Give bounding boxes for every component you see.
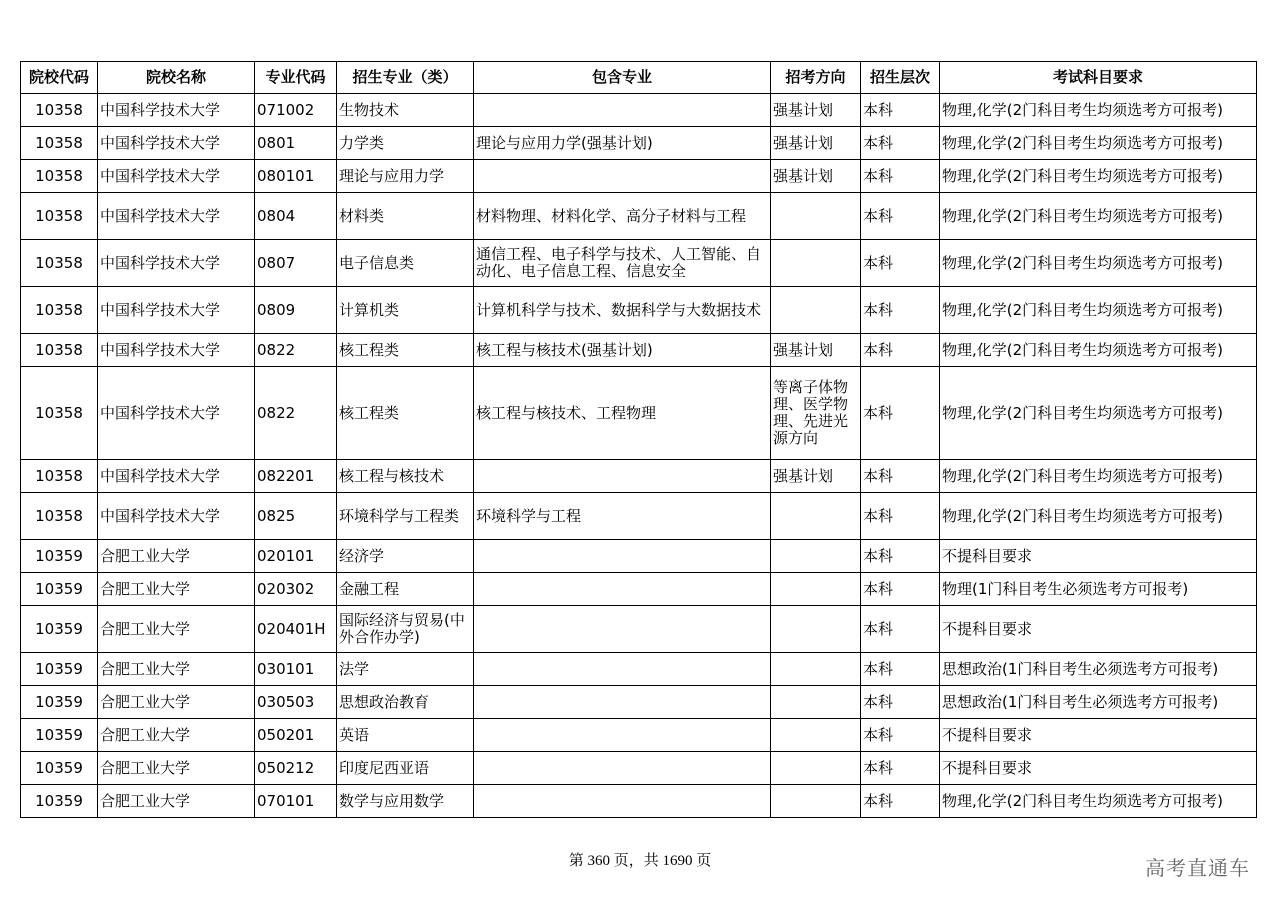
cell-school-name: 中国科学技术大学	[98, 287, 255, 334]
table-row	[21, 686, 1257, 719]
header-direction: 招考方向	[771, 62, 861, 94]
table-row	[21, 94, 1257, 127]
cell-major-code: 020401H	[255, 606, 337, 653]
cell-major: 环境科学与工程类	[337, 493, 474, 540]
cell-school-name: 合肥工业大学	[98, 606, 255, 653]
cell-included-majors	[474, 606, 771, 653]
cell-subject-requirement: 物理(1门科目考生必须选考方可报考)	[940, 573, 1257, 606]
cell-school-name: 中国科学技术大学	[98, 493, 255, 540]
cell-school-code: 10358	[21, 127, 98, 160]
header-school-code: 院校代码	[21, 62, 98, 94]
cell-school-code: 10359	[21, 719, 98, 752]
cell-included-majors	[474, 719, 771, 752]
page-number: 第 360 页，共 1690 页	[568, 853, 712, 869]
cell-school-code: 10358	[21, 94, 98, 127]
cell-school-code: 10359	[21, 686, 98, 719]
cell-level: 本科	[861, 160, 940, 193]
header-subject-requirement: 考试科目要求	[940, 62, 1257, 94]
cell-major: 核工程类	[337, 367, 474, 460]
cell-major: 法学	[337, 653, 474, 686]
cell-school-code: 10358	[21, 287, 98, 334]
cell-subject-requirement: 物理,化学(2门科目考生均须选考方可报考)	[940, 94, 1257, 127]
cell-included-majors: 材料物理、材料化学、高分子材料与工程	[474, 193, 771, 240]
cell-direction: 强基计划	[771, 127, 861, 160]
cell-subject-requirement: 物理,化学(2门科目考生均须选考方可报考)	[940, 160, 1257, 193]
cell-major: 电子信息类	[337, 240, 474, 287]
cell-direction: 强基计划	[771, 94, 861, 127]
cell-level: 本科	[861, 573, 940, 606]
cell-level: 本科	[861, 606, 940, 653]
table-row	[21, 460, 1257, 493]
cell-school-code: 10358	[21, 193, 98, 240]
cell-direction: 等离子体物理、医学物理、先进光源方向	[771, 367, 861, 460]
header-row	[21, 62, 1257, 94]
cell-direction	[771, 785, 861, 818]
cell-subject-requirement: 思想政治(1门科目考生必须选考方可报考)	[940, 653, 1257, 686]
cell-school-name: 中国科学技术大学	[98, 367, 255, 460]
cell-subject-requirement: 物理,化学(2门科目考生均须选考方可报考)	[940, 193, 1257, 240]
cell-major-code: 082201	[255, 460, 337, 493]
cell-major: 印度尼西亚语	[337, 752, 474, 785]
cell-level: 本科	[861, 686, 940, 719]
cell-subject-requirement: 物理,化学(2门科目考生均须选考方可报考)	[940, 785, 1257, 818]
cell-major-code: 030101	[255, 653, 337, 686]
cell-major: 金融工程	[337, 573, 474, 606]
cell-level: 本科	[861, 367, 940, 460]
cell-school-code: 10359	[21, 785, 98, 818]
cell-included-majors: 理论与应用力学(强基计划)	[474, 127, 771, 160]
cell-included-majors	[474, 460, 771, 493]
cell-school-name: 中国科学技术大学	[98, 460, 255, 493]
cell-subject-requirement: 思想政治(1门科目考生必须选考方可报考)	[940, 686, 1257, 719]
cell-level: 本科	[861, 334, 940, 367]
cell-direction	[771, 606, 861, 653]
cell-major-code: 071002	[255, 94, 337, 127]
cell-subject-requirement: 不提科目要求	[940, 606, 1257, 653]
table-row	[21, 127, 1257, 160]
cell-included-majors: 核工程与核技术(强基计划)	[474, 334, 771, 367]
cell-direction	[771, 752, 861, 785]
cell-major-code: 0825	[255, 493, 337, 540]
header-school-name: 院校名称	[98, 62, 255, 94]
cell-level: 本科	[861, 460, 940, 493]
cell-direction	[771, 193, 861, 240]
cell-school-name: 中国科学技术大学	[98, 240, 255, 287]
cell-school-code: 10358	[21, 160, 98, 193]
table-row	[21, 160, 1257, 193]
cell-included-majors	[474, 752, 771, 785]
cell-included-majors	[474, 686, 771, 719]
cell-major-code: 050201	[255, 719, 337, 752]
cell-included-majors	[474, 94, 771, 127]
table-row	[21, 493, 1257, 540]
cell-level: 本科	[861, 493, 940, 540]
cell-major-code: 070101	[255, 785, 337, 818]
watermark-logo-text: 高考直通车	[1145, 856, 1250, 880]
cell-major-code: 0807	[255, 240, 337, 287]
cell-major-code: 030503	[255, 686, 337, 719]
cell-major-code: 0801	[255, 127, 337, 160]
cell-subject-requirement: 物理,化学(2门科目考生均须选考方可报考)	[940, 334, 1257, 367]
cell-school-name: 合肥工业大学	[98, 785, 255, 818]
table-row	[21, 752, 1257, 785]
cell-major: 力学类	[337, 127, 474, 160]
cell-level: 本科	[861, 653, 940, 686]
cell-subject-requirement: 物理,化学(2门科目考生均须选考方可报考)	[940, 287, 1257, 334]
cell-school-code: 10359	[21, 653, 98, 686]
cell-direction	[771, 540, 861, 573]
cell-school-code: 10358	[21, 334, 98, 367]
cell-included-majors	[474, 573, 771, 606]
cell-subject-requirement: 不提科目要求	[940, 540, 1257, 573]
cell-subject-requirement: 物理,化学(2门科目考生均须选考方可报考)	[940, 493, 1257, 540]
cell-direction: 强基计划	[771, 160, 861, 193]
cell-major-code: 0822	[255, 367, 337, 460]
cell-major: 核工程与核技术	[337, 460, 474, 493]
cell-included-majors: 环境科学与工程	[474, 493, 771, 540]
admission-table	[20, 61, 1257, 818]
cell-major-code: 020302	[255, 573, 337, 606]
cell-school-code: 10358	[21, 240, 98, 287]
cell-subject-requirement: 物理,化学(2门科目考生均须选考方可报考)	[940, 240, 1257, 287]
cell-major: 核工程类	[337, 334, 474, 367]
cell-subject-requirement: 物理,化学(2门科目考生均须选考方可报考)	[940, 127, 1257, 160]
cell-school-code: 10359	[21, 606, 98, 653]
cell-included-majors	[474, 653, 771, 686]
cell-school-name: 合肥工业大学	[98, 752, 255, 785]
cell-school-code: 10359	[21, 752, 98, 785]
cell-major: 英语	[337, 719, 474, 752]
cell-school-name: 合肥工业大学	[98, 540, 255, 573]
cell-level: 本科	[861, 287, 940, 334]
cell-school-name: 中国科学技术大学	[98, 94, 255, 127]
cell-level: 本科	[861, 127, 940, 160]
table-row	[21, 367, 1257, 460]
cell-included-majors	[474, 785, 771, 818]
cell-included-majors	[474, 160, 771, 193]
cell-subject-requirement: 物理,化学(2门科目考生均须选考方可报考)	[940, 367, 1257, 460]
cell-school-code: 10358	[21, 367, 98, 460]
cell-level: 本科	[861, 240, 940, 287]
cell-direction: 强基计划	[771, 334, 861, 367]
cell-major: 理论与应用力学	[337, 160, 474, 193]
cell-direction	[771, 493, 861, 540]
cell-direction	[771, 287, 861, 334]
cell-major-code: 050212	[255, 752, 337, 785]
cell-major-code: 080101	[255, 160, 337, 193]
cell-included-majors: 核工程与核技术、工程物理	[474, 367, 771, 460]
cell-major-code: 020101	[255, 540, 337, 573]
header-level: 招生层次	[861, 62, 940, 94]
table-row	[21, 540, 1257, 573]
table-row	[21, 573, 1257, 606]
cell-school-name: 合肥工业大学	[98, 573, 255, 606]
cell-school-code: 10358	[21, 460, 98, 493]
cell-major: 数学与应用数学	[337, 785, 474, 818]
header-major: 招生专业（类）	[337, 62, 474, 94]
cell-school-code: 10359	[21, 573, 98, 606]
cell-major-code: 0822	[255, 334, 337, 367]
cell-direction	[771, 686, 861, 719]
cell-level: 本科	[861, 719, 940, 752]
cell-included-majors	[474, 540, 771, 573]
table-row	[21, 785, 1257, 818]
cell-major: 材料类	[337, 193, 474, 240]
table-row	[21, 287, 1257, 334]
cell-subject-requirement: 不提科目要求	[940, 719, 1257, 752]
cell-school-code: 10359	[21, 540, 98, 573]
cell-school-name: 中国科学技术大学	[98, 334, 255, 367]
table-row	[21, 719, 1257, 752]
cell-major-code: 0804	[255, 193, 337, 240]
cell-included-majors: 通信工程、电子科学与技术、人工智能、自动化、电子信息工程、信息安全	[474, 240, 771, 287]
cell-level: 本科	[861, 540, 940, 573]
cell-level: 本科	[861, 94, 940, 127]
cell-direction: 强基计划	[771, 460, 861, 493]
cell-school-name: 合肥工业大学	[98, 719, 255, 752]
cell-direction	[771, 719, 861, 752]
cell-major: 计算机类	[337, 287, 474, 334]
cell-school-code: 10358	[21, 493, 98, 540]
cell-major: 生物技术	[337, 94, 474, 127]
cell-included-majors: 计算机科学与技术、数据科学与大数据技术	[474, 287, 771, 334]
cell-direction	[771, 573, 861, 606]
table-row	[21, 240, 1257, 287]
cell-level: 本科	[861, 752, 940, 785]
cell-subject-requirement: 物理,化学(2门科目考生均须选考方可报考)	[940, 460, 1257, 493]
cell-level: 本科	[861, 193, 940, 240]
cell-school-name: 合肥工业大学	[98, 653, 255, 686]
table-row	[21, 606, 1257, 653]
cell-school-name: 合肥工业大学	[98, 686, 255, 719]
cell-level: 本科	[861, 785, 940, 818]
cell-school-name: 中国科学技术大学	[98, 160, 255, 193]
cell-direction	[771, 653, 861, 686]
cell-school-name: 中国科学技术大学	[98, 193, 255, 240]
cell-major: 国际经济与贸易(中外合作办学)	[337, 606, 474, 653]
cell-major: 思想政治教育	[337, 686, 474, 719]
table-row	[21, 334, 1257, 367]
table-row	[21, 193, 1257, 240]
header-included-majors: 包含专业	[474, 62, 771, 94]
cell-direction	[771, 240, 861, 287]
cell-subject-requirement: 不提科目要求	[940, 752, 1257, 785]
header-major-code: 专业代码	[255, 62, 337, 94]
cell-school-name: 中国科学技术大学	[98, 127, 255, 160]
cell-major-code: 0809	[255, 287, 337, 334]
cell-major: 经济学	[337, 540, 474, 573]
table-row	[21, 653, 1257, 686]
